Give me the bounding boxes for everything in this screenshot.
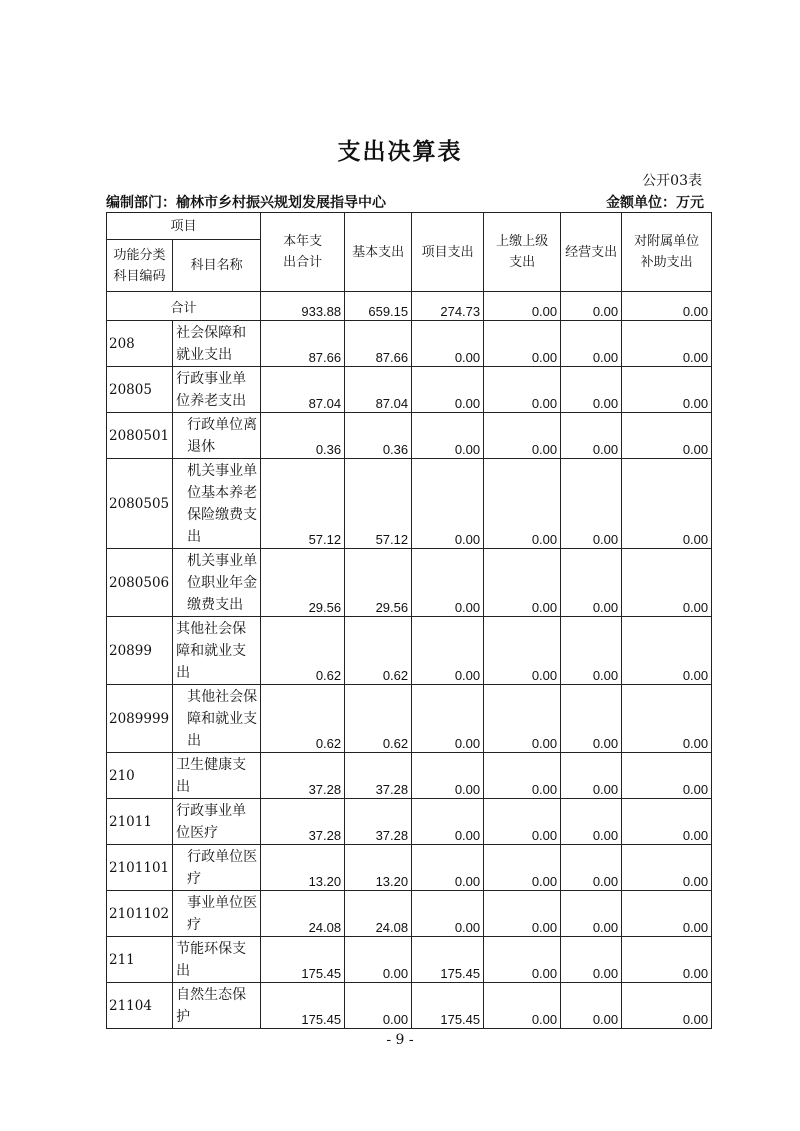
total-value: 57.12 bbox=[261, 459, 345, 549]
total-value: 0.00 bbox=[561, 292, 622, 321]
table-row bbox=[107, 321, 712, 367]
table-row bbox=[107, 937, 712, 983]
function-code: 21104 bbox=[107, 983, 173, 1029]
function-code: 2089999 bbox=[107, 685, 173, 753]
table-row bbox=[107, 799, 712, 845]
upper-value: 0.00 bbox=[484, 685, 561, 753]
subject-name: 其他社会保障和就业支出 bbox=[173, 617, 261, 685]
subject-name: 行政事业单位养老支出 bbox=[173, 367, 261, 413]
upper-value: 0.00 bbox=[484, 753, 561, 799]
basic-value: 13.20 bbox=[345, 845, 412, 891]
business-value: 0.00 bbox=[561, 321, 622, 367]
project-value: 0.00 bbox=[412, 845, 484, 891]
subject-name: 行政单位医疗 bbox=[173, 845, 261, 891]
basic-value: 37.28 bbox=[345, 753, 412, 799]
total-value: 0.36 bbox=[261, 413, 345, 459]
department-label: 编制部门：榆林市乡村振兴规划发展指导中心 bbox=[106, 195, 386, 211]
function-code: 2080501 bbox=[107, 413, 173, 459]
business-value: 0.00 bbox=[561, 937, 622, 983]
table-row bbox=[107, 685, 712, 753]
project-value: 0.00 bbox=[412, 367, 484, 413]
subject-name: 行政事业单位医疗 bbox=[173, 799, 261, 845]
table-row bbox=[107, 753, 712, 799]
business-value: 0.00 bbox=[561, 549, 622, 617]
subject-name: 行政单位离退休 bbox=[173, 413, 261, 459]
basic-value: 0.00 bbox=[345, 983, 412, 1029]
function-code: 2101101 bbox=[107, 845, 173, 891]
header-business: 经营支出 bbox=[561, 213, 622, 292]
upper-value: 0.00 bbox=[484, 321, 561, 367]
basic-value: 24.08 bbox=[345, 891, 412, 937]
function-code: 208 bbox=[107, 321, 173, 367]
header-subsidy: 对附属单位补助支出 bbox=[622, 213, 712, 292]
business-value: 0.00 bbox=[561, 459, 622, 549]
total-value: 659.15 bbox=[345, 292, 412, 321]
total-value: 37.28 bbox=[261, 799, 345, 845]
total-row bbox=[107, 292, 712, 321]
function-code: 211 bbox=[107, 937, 173, 983]
function-code: 2080506 bbox=[107, 549, 173, 617]
page-number: - 9 - bbox=[386, 1032, 414, 1048]
basic-value: 37.28 bbox=[345, 799, 412, 845]
header-basic: 基本支出 bbox=[345, 213, 412, 292]
header-total: 本年支出合计 bbox=[261, 213, 345, 292]
table-row bbox=[107, 367, 712, 413]
upper-value: 0.00 bbox=[484, 799, 561, 845]
total-value: 175.45 bbox=[261, 983, 345, 1029]
table-row bbox=[107, 617, 712, 685]
subsidy-value: 0.00 bbox=[622, 685, 712, 753]
amount-unit-label: 金额单位：万元 bbox=[606, 195, 704, 211]
header-func-code: 功能分类科目编码 bbox=[107, 240, 173, 292]
table-row bbox=[107, 983, 712, 1029]
basic-value: 0.36 bbox=[345, 413, 412, 459]
table-row bbox=[107, 845, 712, 891]
subsidy-value: 0.00 bbox=[622, 753, 712, 799]
upper-value: 0.00 bbox=[484, 549, 561, 617]
project-value: 0.00 bbox=[412, 685, 484, 753]
subsidy-value: 0.00 bbox=[622, 321, 712, 367]
project-value: 0.00 bbox=[412, 891, 484, 937]
table-row bbox=[107, 413, 712, 459]
table-row bbox=[107, 891, 712, 937]
project-value: 0.00 bbox=[412, 549, 484, 617]
project-value: 0.00 bbox=[412, 459, 484, 549]
table-row bbox=[107, 459, 712, 549]
total-value: 87.04 bbox=[261, 367, 345, 413]
subsidy-value: 0.00 bbox=[622, 367, 712, 413]
function-code: 20805 bbox=[107, 367, 173, 413]
subsidy-value: 0.00 bbox=[622, 937, 712, 983]
page-title: 支出决算表 bbox=[337, 138, 463, 165]
business-value: 0.00 bbox=[561, 891, 622, 937]
total-value: 29.56 bbox=[261, 549, 345, 617]
basic-value: 0.62 bbox=[345, 685, 412, 753]
business-value: 0.00 bbox=[561, 983, 622, 1029]
subsidy-value: 0.00 bbox=[622, 413, 712, 459]
basic-value: 29.56 bbox=[345, 549, 412, 617]
subsidy-value: 0.00 bbox=[622, 845, 712, 891]
project-value: 0.00 bbox=[412, 413, 484, 459]
upper-value: 0.00 bbox=[484, 413, 561, 459]
header-item: 项目 bbox=[107, 213, 261, 240]
function-code: 2101102 bbox=[107, 891, 173, 937]
total-value: 0.62 bbox=[261, 617, 345, 685]
subject-name: 社会保障和就业支出 bbox=[173, 321, 261, 367]
table-row bbox=[107, 549, 712, 617]
business-value: 0.00 bbox=[561, 753, 622, 799]
upper-value: 0.00 bbox=[484, 983, 561, 1029]
subject-name: 自然生态保护 bbox=[173, 983, 261, 1029]
project-value: 0.00 bbox=[412, 617, 484, 685]
subsidy-value: 0.00 bbox=[622, 617, 712, 685]
total-value: 274.73 bbox=[412, 292, 484, 321]
header-upper: 上缴上级支出 bbox=[484, 213, 561, 292]
total-value: 175.45 bbox=[261, 937, 345, 983]
subsidy-value: 0.00 bbox=[622, 983, 712, 1029]
subsidy-value: 0.00 bbox=[622, 549, 712, 617]
basic-value: 87.66 bbox=[345, 321, 412, 367]
business-value: 0.00 bbox=[561, 845, 622, 891]
subsidy-value: 0.00 bbox=[622, 891, 712, 937]
expenditure-table bbox=[106, 212, 712, 1029]
function-code: 20899 bbox=[107, 617, 173, 685]
total-value: 0.62 bbox=[261, 685, 345, 753]
total-value: 933.88 bbox=[261, 292, 345, 321]
basic-value: 0.00 bbox=[345, 937, 412, 983]
header-subject-name: 科目名称 bbox=[173, 240, 261, 292]
function-code: 2080505 bbox=[107, 459, 173, 549]
subject-name: 事业单位医疗 bbox=[173, 891, 261, 937]
function-code: 210 bbox=[107, 753, 173, 799]
basic-value: 57.12 bbox=[345, 459, 412, 549]
total-value: 24.08 bbox=[261, 891, 345, 937]
business-value: 0.00 bbox=[561, 413, 622, 459]
upper-value: 0.00 bbox=[484, 845, 561, 891]
basic-value: 0.62 bbox=[345, 617, 412, 685]
upper-value: 0.00 bbox=[484, 367, 561, 413]
total-value: 0.00 bbox=[622, 292, 712, 321]
business-value: 0.00 bbox=[561, 685, 622, 753]
upper-value: 0.00 bbox=[484, 891, 561, 937]
subsidy-value: 0.00 bbox=[622, 799, 712, 845]
subsidy-value: 0.00 bbox=[622, 459, 712, 549]
project-value: 0.00 bbox=[412, 753, 484, 799]
total-label: 合计 bbox=[107, 292, 261, 321]
project-value: 175.45 bbox=[412, 937, 484, 983]
upper-value: 0.00 bbox=[484, 459, 561, 549]
function-code: 21011 bbox=[107, 799, 173, 845]
total-value: 87.66 bbox=[261, 321, 345, 367]
subject-name: 机关事业单位基本养老保险缴费支出 bbox=[173, 459, 261, 549]
project-value: 175.45 bbox=[412, 983, 484, 1029]
upper-value: 0.00 bbox=[484, 617, 561, 685]
upper-value: 0.00 bbox=[484, 937, 561, 983]
business-value: 0.00 bbox=[561, 617, 622, 685]
form-number: 公开03表 bbox=[642, 173, 702, 189]
total-value: 0.00 bbox=[484, 292, 561, 321]
total-value: 37.28 bbox=[261, 753, 345, 799]
subject-name: 卫生健康支出 bbox=[173, 753, 261, 799]
subject-name: 其他社会保障和就业支出 bbox=[173, 685, 261, 753]
business-value: 0.00 bbox=[561, 799, 622, 845]
subject-name: 节能环保支出 bbox=[173, 937, 261, 983]
basic-value: 87.04 bbox=[345, 367, 412, 413]
business-value: 0.00 bbox=[561, 367, 622, 413]
header-project: 项目支出 bbox=[412, 213, 484, 292]
total-value: 13.20 bbox=[261, 845, 345, 891]
project-value: 0.00 bbox=[412, 321, 484, 367]
subject-name: 机关事业单位职业年金缴费支出 bbox=[173, 549, 261, 617]
project-value: 0.00 bbox=[412, 799, 484, 845]
